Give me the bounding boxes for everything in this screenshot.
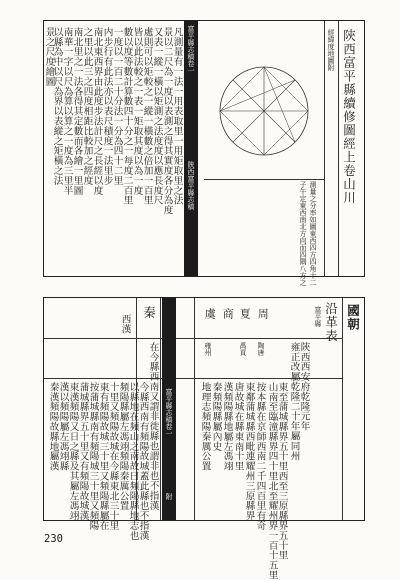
lower-column: 以縣地在頻山之南故曰頻陽縣地志也 [127,382,139,541]
table-header: 沿革表 [323,302,339,343]
compass-diagram [204,41,324,181]
map-title-sub: 經緯度地圖附 [327,29,335,71]
body-column: 之里以此三之四度相距比較加之經度 [81,27,93,186]
volume-tab-label: 富平縣志稿卷一 [187,25,195,74]
era-label-west-han: 西漢 [119,314,131,334]
lower-column: 漢以頻陽屬左馮翊縣 [57,382,69,472]
compass-line [264,67,295,142]
compass-line [220,80,295,111]
body-column: 又表一縱一橫以矩測之法度度以應長度尺 [151,27,163,206]
volume-tab-label: 富平縣志稿卷一 [165,388,173,437]
lower-column: 東漢頻陽又日之縣及其屬左馮翊 [67,382,79,521]
table-column: 陝西西安府乾隆元年 [298,342,310,432]
body-column: 景之尺度繪圖 [43,27,55,87]
body-column: 内步行有此法亦以表尺積度一法里步 [101,27,113,186]
body-column: 南北里之一法各得其定數而各繪一里圖 [71,27,83,196]
top-panel [43,20,365,286]
map-title: 陝西富平縣續修圖經上卷山川 [341,29,357,205]
body-column: 景以二尺為一度以表測之得其實度各分為度 [161,27,173,216]
era-note: 雍州 [204,342,212,356]
era-label-qin: 秦 [141,306,157,320]
lower-column: 東有頻陽故城三十里又頻陽縣屬在 [97,382,109,531]
body-column: 南華一字以尺為算以算之一度為三里半 [61,27,73,196]
table-column: 按本縣在京師西南二千四百里有奇 [254,382,266,531]
table-column: 雍正改屬乾隆二十年屬同州 [288,342,300,461]
table-column: 東鄰蒲城縣西毗連耀州三原縣界 [243,382,255,521]
volume-tab-sub: 陝西富平縣志稿 [187,161,195,210]
table-column: 漢頻陽縣地屬左馮翊 [221,382,233,472]
diagram-note: 測量之分率如圖東西四方四角十二 [309,181,317,286]
body-column: 一度以一百二十分法一分為四十二里 [111,27,123,186]
lower-column: 今縣西南有頻陽故城蓋此縣也不指漢 [137,382,149,541]
lower-column: 在今縣西南又謂非徙縣也謂非也不指漢 [147,342,159,511]
lower-column: 秦漢頻陽故縣地屬漢 [47,382,59,472]
table-column: 秦頻陽縣屬內史 [210,382,222,452]
diagram-note: 子午定東西南北方向而四隅八方之 [299,181,307,286]
era-label-zhou: 周 [256,308,270,320]
era-label-shang: 商 [221,308,235,320]
lower-column: 按蒲城縣南有頻陽城三十里又頻陽 [87,382,99,531]
table-column: 東至蒲城縣界五十里西至三原縣界五十里 [276,382,288,561]
era-title: 國朝 [345,304,361,331]
era-label-xia: 夏 [238,308,252,320]
table-column: 山南至臨潼縣界四十里北至耀州界一百十五里 [266,382,278,580]
page-number: 230 [44,533,63,545]
table-column: 唐故城在縣東南十里 [232,382,244,472]
volume-tab-sub: 附 [165,493,173,500]
table-header-sub: 富平縣 [314,306,322,327]
lower-column: 頻陽縣屬左馮翊頻陽秦厲公置 [117,382,129,511]
era-note: 禹貢 [239,342,247,356]
era-note: 陶唐 [257,342,265,356]
body-column: 處則可以矩較之一縱一橫數之倍加一百里 [141,27,153,206]
body-column: 南北東西界由此度步法計尺之長經以度 [91,27,103,196]
body-column: 以縣為中以尺為界以表縱之矩橫之法 [51,27,63,186]
table-column: 地理志頻陽秦厲公置 [199,382,211,472]
lower-column: 蒲城縣界五十里又有頻陽故城漢 [77,382,89,521]
era-label-yu: 虞 [203,308,217,320]
body-column: 數以度等數計算數四十分之一每度二百里 [121,27,133,206]
lower-column: 十里又頻陽故城在今縣東北三十里 [107,382,119,531]
body-column: 凡測量有一法一用表取里一用矩取里之法 [171,27,183,206]
body-column: 皆以此法較之一表一矩取其度以為一度 [131,27,143,196]
